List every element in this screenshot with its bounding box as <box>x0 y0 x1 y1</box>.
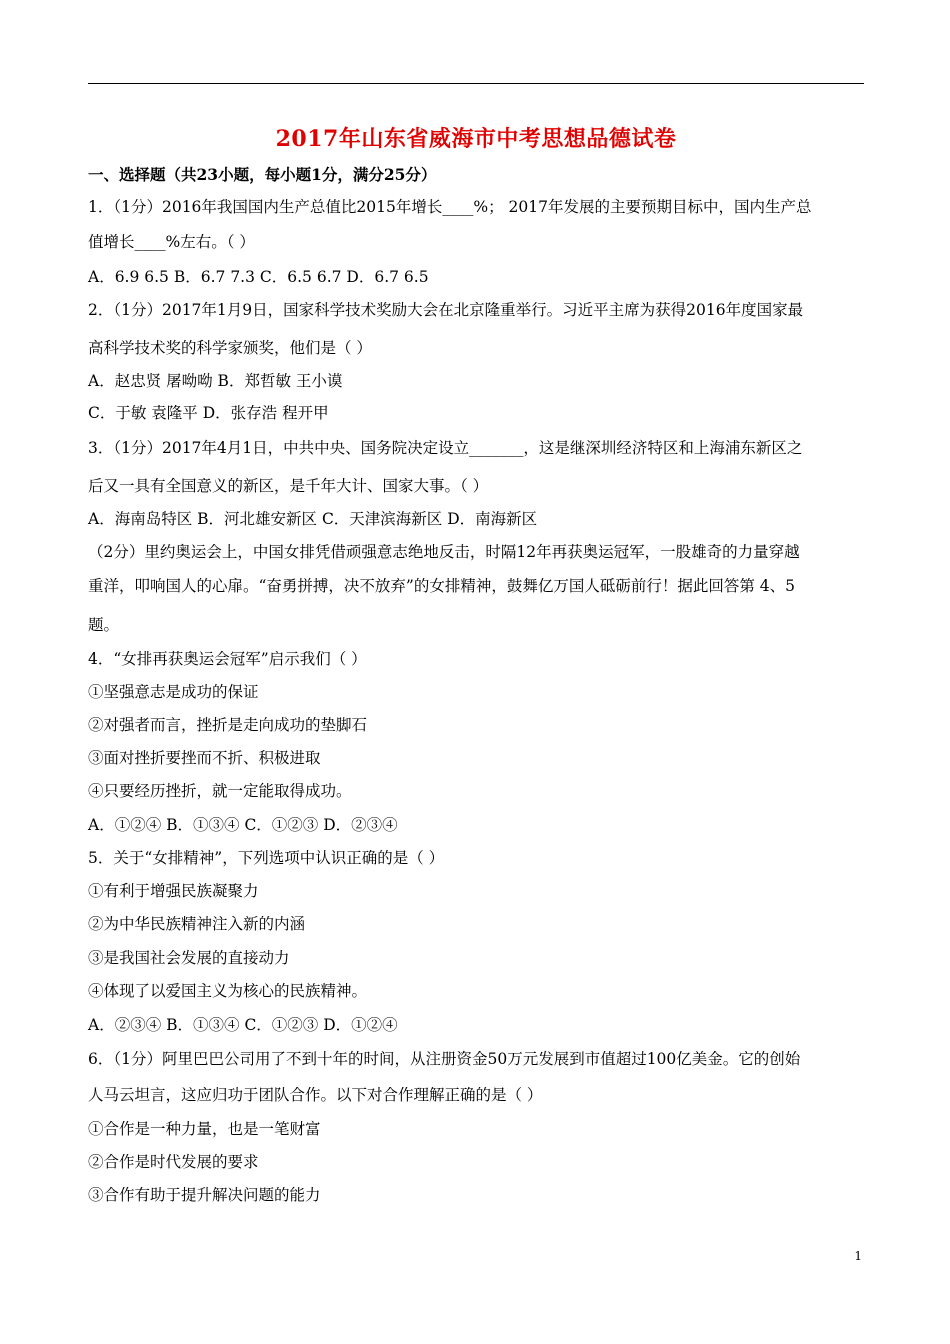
text-line: 人马云坦言，这应归功于团队合作。以下对合作理解正确的是（ ） <box>88 1086 543 1104</box>
text-line: C．于敏 袁隆平 D．张存浩 程开甲 <box>88 404 329 422</box>
page-number: 1 <box>854 1249 862 1263</box>
section-heading: 一、选择题（共23小题，每小题1分，满分25分） <box>88 165 437 184</box>
text-line: ②为中华民族精神注入新的内涵 <box>88 915 306 933</box>
text-line: 3．（1分）2017年4月1日，中共中央、国务院决定设立_______，这是继深圳经济特区和上海浦东新区之 <box>88 439 803 457</box>
text-line: ②合作是时代发展的要求 <box>88 1153 259 1171</box>
text-line: 重洋，叩响国人的心扉。“奋勇拼搏，决不放弃”的女排精神，鼓舞亿万国人砥砺前行！据此回答第 4、5 <box>88 577 796 595</box>
text-line: ①合作是一种力量，也是一笔财富 <box>88 1120 321 1138</box>
text-line: 5．关于“女排精神”，下列选项中认识正确的是（ ） <box>88 849 445 867</box>
text-line: A．6.9 6.5 B．6.7 7.3 C．6.5 6.7 D．6.7 6.5 <box>88 268 429 286</box>
text-line: A．海南岛特区 B．河北雄安新区 C．天津滨海新区 D．南海新区 <box>88 510 538 528</box>
text-line: ①坚强意志是成功的保证 <box>88 683 259 701</box>
text-line: ②对强者而言，挫折是走向成功的垫脚石 <box>88 716 368 734</box>
text-line: A．赵忠贤 屠呦呦 B．郑哲敏 王小谟 <box>88 372 343 390</box>
text-line: ③合作有助于提升解决问题的能力 <box>88 1186 321 1204</box>
text-line: 6．（1分）阿里巴巴公司用了不到十年的时间，从注册资金50万元发展到市值超过100亿美金。它的创始 <box>88 1050 801 1068</box>
text-line: 后又一具有全国意义的新区，是千年大计、国家大事。（ ） <box>88 477 489 495</box>
text-line: ③是我国社会发展的直接动力 <box>88 949 290 967</box>
text-line: ④只要经历挫折，就一定能取得成功。 <box>88 782 352 800</box>
text-line: 高科学技术奖的科学家颁奖，他们是（ ） <box>88 339 372 357</box>
text-line: 2．（1分）2017年1月9日，国家科学技术奖励大会在北京隆重举行。习近平主席为获得2016年度国家最 <box>88 301 804 319</box>
text-line: ④体现了以爱国主义为核心的民族精神。 <box>88 982 368 1000</box>
document-title: 2017年山东省威海市中考思想品德试卷 <box>275 126 677 152</box>
text-line: （2分）里约奥运会上，中国女排凭借顽强意志绝地反击，时隔12年再获奥运冠军，一股雄奇的力量穿越 <box>88 543 800 561</box>
text-line: 值增长____%左右。（ ） <box>88 233 255 251</box>
text-line: 题。 <box>88 616 120 634</box>
text-line: 4．“女排再获奥运会冠军”启示我们（ ） <box>88 650 367 668</box>
text-line: ③面对挫折要挫而不折、积极进取 <box>88 749 321 767</box>
text-line: A．②③④ B．①③④ C．①②③ D．①②④ <box>88 1016 398 1034</box>
text-line: ①有利于增强民族凝聚力 <box>88 882 259 900</box>
header-rule <box>88 83 864 84</box>
text-line: 1．（1分）2016年我国国内生产总值比2015年增长____%； 2017年发展的主要预期目标中，国内生产总 <box>88 198 812 216</box>
text-line: A．①②④ B．①③④ C．①②③ D．②③④ <box>88 816 398 834</box>
